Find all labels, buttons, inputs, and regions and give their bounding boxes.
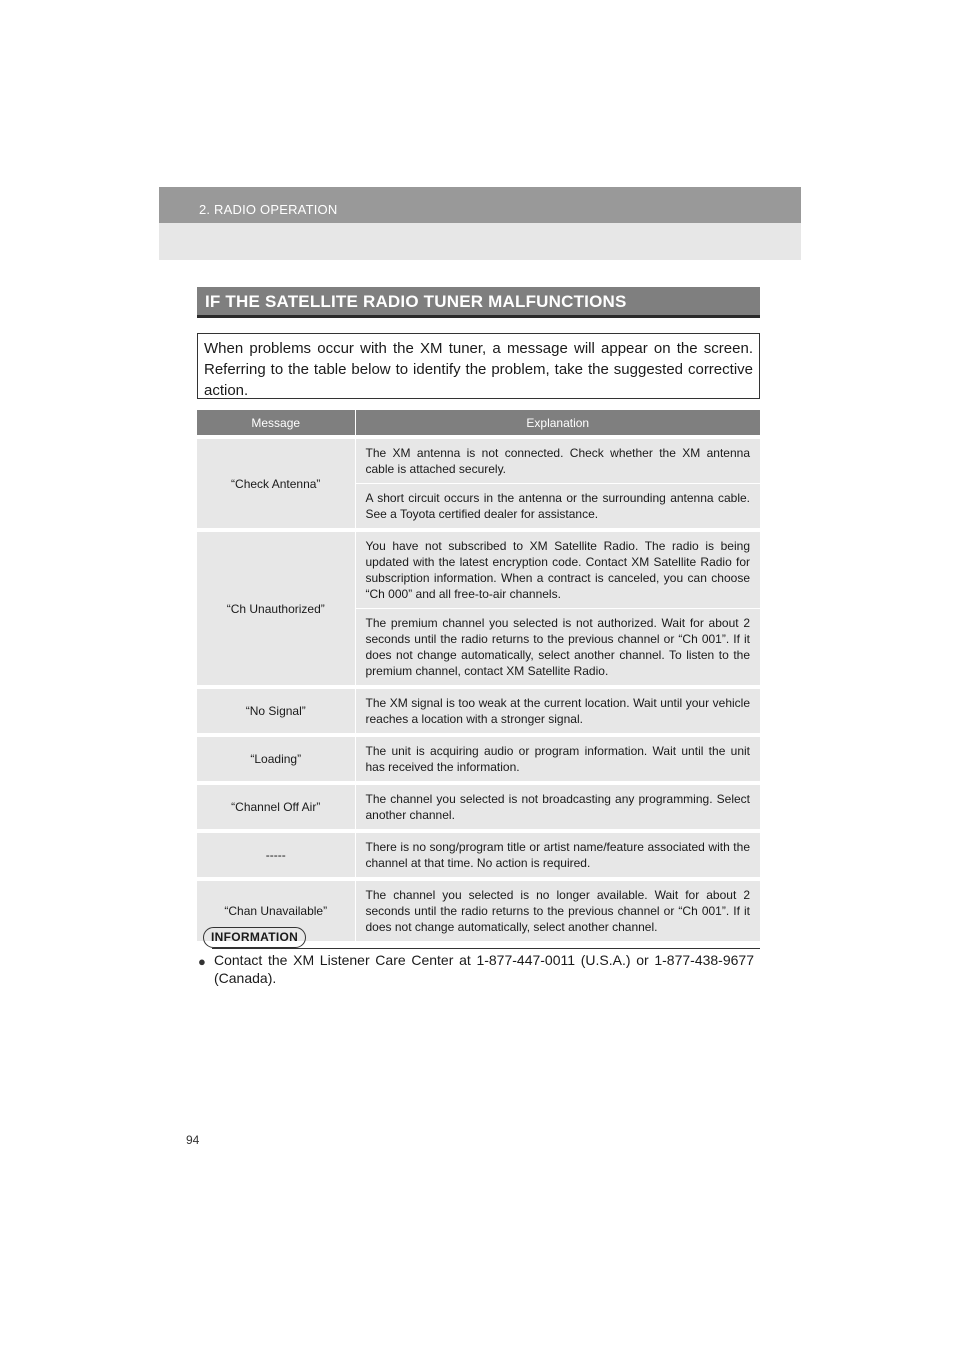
explanation-cell: The XM signal is too weak at the current location. Wait until your vehicle reaches a location with a stronger signal. (355, 687, 760, 735)
page-number: 94 (186, 1133, 200, 1147)
intro-box: When problems occur with the XM tuner, a message will appear on the screen. Referring to the table below to identify the problem, take the suggested corrective action. (197, 333, 760, 399)
table-header-row (197, 410, 760, 437)
column-header-explanation: Explanation (355, 410, 760, 437)
explanation-cell: A short circuit occurs in the antenna or the surrounding antenna cable. See a Toyota certified dealer for assistance. (355, 484, 760, 531)
explanation-cell: There is no song/program title or artist name/feature associated with the channel at that time. No action is required. (355, 831, 760, 879)
message-cell: “Check Antenna” (197, 437, 355, 530)
bullet-icon: ● (198, 954, 206, 969)
message-cell: “No Signal” (197, 687, 355, 735)
table-row (197, 530, 760, 609)
information-text: Contact the XM Listener Care Center at 1-877-447-0011 (U.S.A.) or 1-877-438-9677 (Canada). (214, 952, 754, 986)
table-row (197, 437, 760, 484)
table-row (197, 831, 760, 879)
message-cell: “Chan Unavailable” (197, 879, 355, 941)
explanation-cell: The premium channel you selected is not authorized. Wait for about 2 seconds until the radio returns to the previous channel or “Ch 001”. If it does not change automatically, select another channel. To listen to the premium channel, contact XM Satellite Radio. (355, 609, 760, 688)
table-row (197, 783, 760, 831)
column-header-message: Message (197, 410, 355, 437)
information-divider (212, 948, 760, 949)
message-cell: ----- (197, 831, 355, 879)
section-title: IF THE SATELLITE RADIO TUNER MALFUNCTIONS (205, 292, 627, 311)
explanation-cell: The channel you selected is not broadcasting any programming. Select another channel. (355, 783, 760, 831)
explanation-cell: You have not subscribed to XM Satellite Radio. The radio is being updated with the latest encryption code. Contact XM Satellite Radio for subscription information. When a contract is canceled, you can choose “Ch 000” and all free-to-air channels. (355, 530, 760, 609)
table-row (197, 735, 760, 783)
explanation-cell: The channel you selected is no longer available. Wait for about 2 seconds until the radio returns to the previous channel or “Ch 001”. If it does not change automatically, select another channel. (355, 879, 760, 941)
table-row (197, 687, 760, 735)
section-header: 2. RADIO OPERATION (199, 202, 338, 217)
header-band (159, 187, 801, 260)
information-badge: INFORMATION (203, 927, 306, 948)
message-cell: “Loading” (197, 735, 355, 783)
message-cell: “Ch Unauthorized” (197, 530, 355, 687)
header-strip (159, 187, 801, 223)
explanation-cell: The XM antenna is not connected. Check whether the XM antenna cable is attached securely. (355, 437, 760, 484)
explanation-cell: The unit is acquiring audio or program information. Wait until the unit has received the information. (355, 735, 760, 783)
message-table (197, 410, 760, 941)
section-title-bar (197, 287, 760, 318)
message-cell: “Channel Off Air” (197, 783, 355, 831)
